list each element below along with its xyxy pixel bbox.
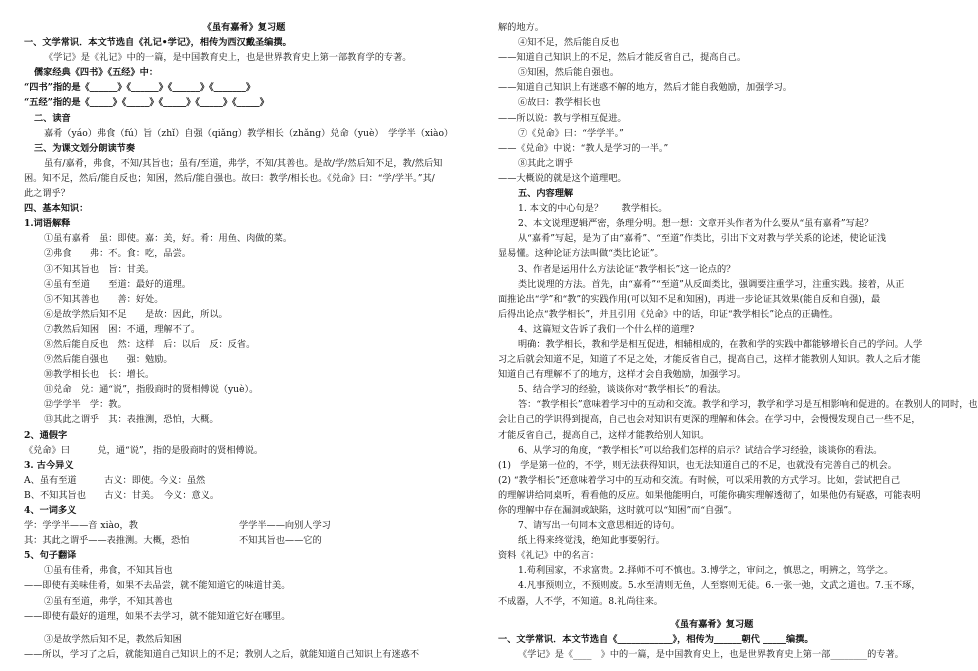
vocab-item: ⑥是故学然后知不足 是故：因此，所以。 bbox=[44, 308, 228, 320]
answer-line: 类比说理的方法。首先，由“嘉肴”“至道”从反面类比，强调要注重学习，注重实践。接着，从正 bbox=[518, 278, 905, 290]
section-5-heading: 五、内容理解 bbox=[518, 188, 574, 200]
sentence-item: ③是故学然后知不足，教然后知困 bbox=[44, 633, 182, 645]
quote-line: 4.凡事预则立，不预则废。5.水至清则无鱼，人至察则无徒。6.一张一弛，文武之道也。7.玉不琢， bbox=[518, 580, 921, 592]
answer-line: 知道自己有理解不了的地方，这样才会自我勉励，加强学习。 bbox=[498, 369, 747, 381]
vocab-item: ⑩教学相长也 长：增长。 bbox=[44, 369, 155, 381]
left-column bbox=[24, 20, 464, 662]
answer-line: 从“嘉肴”写起，是为了由“嘉肴”、“至道”作类比，引出下文对教与学关系的论述，使论证浅 bbox=[518, 233, 887, 245]
question: 4、这篇短文告诉了我们一个什么样的道理? bbox=[518, 323, 695, 335]
question: 2、本文说理逻辑严密，条理分明。想一想：文章开头作者为什么要从“虽有嘉肴”写起？ bbox=[518, 218, 874, 230]
answer-line: 纸上得来终觉浅，绝知此事要躬行。 bbox=[518, 535, 665, 547]
sentence-item: ⑥故曰：教学相长也 bbox=[518, 97, 601, 109]
quote-line: 1.苟利国家，不求富贵。2.择师不可不慎也。3.博学之，审问之，慎思之，明辨之，笃学之。 bbox=[518, 565, 894, 577]
vocab-item: ③不知其旨也 旨：甘美。 bbox=[44, 263, 155, 275]
translation: ——知道自己知识上有迷惑不解的地方，然后才能自我勉励，加强学习。 bbox=[498, 82, 792, 94]
text-line: 嘉肴（yáo）弗食（fú）旨（zhǐ）自强（qiǎng）教学相长（zhǎng）兑命（yuè） 学学半（xiào） bbox=[44, 127, 454, 139]
text-line: 儒家经典《四书》《五经》中： bbox=[34, 67, 159, 79]
subsection-heading: 1.词语解释 bbox=[24, 218, 71, 230]
vocab-item: ⑪兑命 兑：通“说”，指殷商时的贤相傅说（yuè）。 bbox=[44, 384, 259, 396]
question: 6、从学习的角度，“教学相长”可以给我们怎样的启示？试结合学习经验，谈谈你的看法。 bbox=[518, 444, 883, 456]
vocab-item: ⑤不知其善也 善：好处。 bbox=[44, 293, 164, 305]
subsection-heading: 4、一词多义 bbox=[24, 505, 77, 516]
text-line: 《学记》是《礼记》中的一篇，是中国教育史上，也是世界教育史上第一部教育学的专著。 bbox=[44, 52, 412, 64]
text-line: 《兑命》曰 兑，通“说”，指的是殷商时的贤相傅说。 bbox=[24, 444, 264, 456]
sentence-item: ④知不足，然后能自反也 bbox=[518, 37, 620, 49]
text-line: B、不知其旨也 古义：甘美。 今义：意义。 bbox=[24, 489, 220, 501]
sentence-item: ⑤知困，然后能自强也。 bbox=[518, 67, 620, 79]
text-line: 虽有/嘉肴，弗食，不知/其旨也；虽有/至道，弗学，不知/其善也。是故/学/然后知不足，教/然后知 bbox=[44, 157, 443, 169]
vocab-item: ①虽有嘉肴 虽：即使。嘉：美，好。肴：用鱼、肉做的菜。 bbox=[44, 233, 293, 245]
section-2-heading: 二、读音 bbox=[34, 112, 71, 124]
polysemy-item: 其：其此之谓乎——表推测。大概，恐怕 bbox=[24, 535, 190, 547]
section-3-heading: 三、为课文划分朗读节奏 bbox=[34, 142, 136, 154]
answer-line: 习之后就会知道不足，知道了不足之处，才能反省自己，提高自己，这样才能教别人知识。教人之后才能 bbox=[498, 354, 921, 366]
question: 3、作者是运用什么方法论证“教学相长”这一论点的？ bbox=[518, 263, 736, 275]
right-column bbox=[498, 20, 978, 662]
fill-blank-line: “四书”指的是《______》《______》《______》《_______》 bbox=[24, 82, 256, 94]
polysemy-row bbox=[24, 533, 464, 548]
translation: ——所以，学习了之后，就能知道自己知识上的不足；教别人之后，就能知道自己知识上有迷惑不 bbox=[24, 648, 420, 660]
fill-blank-line: 一、文学常识．本文节选自《____________》，相传为______朝代 _____编撰。 bbox=[498, 633, 814, 645]
subsection-heading: 2、通假字 bbox=[24, 429, 68, 441]
vocab-item: ②弗食 弗：不。食：吃，品尝。 bbox=[44, 248, 191, 260]
polysemy-item: 不知其旨也——它的 bbox=[239, 535, 322, 547]
answer-line: 答：“教学相长”意味着学习中的互动和交流。教学和学习，教学和学习是互相影响和促进的。在教别人的同时，也 bbox=[518, 399, 978, 411]
question: 7、请写出一句同本文意思相近的诗句。 bbox=[518, 520, 681, 532]
translation: ——即使有最好的道理，如果不去学习，就不能知道它好在哪里。 bbox=[24, 610, 291, 622]
subsection-heading: 5、句子翻译 bbox=[24, 550, 77, 562]
question: 5、结合学习的经验，谈谈你对“教学相长”的看法。 bbox=[518, 384, 727, 396]
text-line: 此之谓乎？ bbox=[24, 188, 70, 200]
sentence-item: ①虽有佳肴，弗食，不知其旨也 bbox=[44, 565, 173, 577]
answer-line: 会让自己的学识得到提高，自己也会对知识有更深的理解和体会。在学习中，会慢慢发现自己一些不足， bbox=[498, 414, 921, 426]
sentence-item: ⑧其此之谓乎 bbox=[518, 157, 574, 169]
translation: ——所以说：教与学相互促进。 bbox=[498, 112, 627, 124]
text-line: A、虽有至道 古义：即使。今义：虽然 bbox=[24, 474, 206, 486]
text-line: 解的地方。 bbox=[498, 22, 544, 33]
answer-line: 面推论出“学”和“教”的实践作用(可以知不足和知困)，再进一步论证其效果(能自反和自强)，最 bbox=[498, 293, 881, 305]
answer-line: 明确：教学相长，教和学是相互促进，相辅相成的，在教和学的实践中都能够增长自己的学问。人学 bbox=[518, 338, 923, 350]
fill-blank-line: 《学记》是《____ 》中的一篇，是中国教育史上，也是世界教育史上第一部________的专著。 bbox=[518, 648, 904, 660]
vocab-item: ④虽有至道 至道：最好的道理。 bbox=[44, 278, 191, 290]
vocab-item: ⑨然后能自强也 强：勉励。 bbox=[44, 354, 173, 366]
section-1-heading: 一、文学常识．本文节选自《礼记•学记》，相传为西汉戴圣编撰。 bbox=[24, 37, 292, 49]
second-title: 《虽有嘉肴》复习题 bbox=[670, 618, 754, 630]
fill-blank-line: “五经”指的是《_____》《_____》《_____》《_____》《_____》 bbox=[24, 97, 269, 109]
vocab-item: ⑬其此之谓乎 其：表推测，恐怕，大概。 bbox=[44, 414, 219, 426]
vocab-item: ⑫学学半 学：教。 bbox=[44, 399, 127, 411]
quote-line: 不成器，人不学，不知道。8.礼尚往来。 bbox=[498, 595, 663, 607]
sentence-item: ⑦《兑命》曰：“学学半。” bbox=[518, 127, 624, 139]
answer-line: 你的理解中存在漏洞或缺陷，这时就可以“知困”而“自强”。 bbox=[498, 505, 738, 516]
question: 1. 本文的中心句是？ 教学相长。 bbox=[518, 203, 668, 215]
answer-line: (2) “教学相长”还意味着学习中的互动和交流。有时候，可以采用教的方式学习。比如，尝试把自己 bbox=[498, 474, 901, 486]
answer-line: 后得出论点“教学相长”，并且引用《兑命》中的话，印证“教学相长”论点的正确性。 bbox=[498, 308, 839, 320]
page-title: 《虽有嘉肴》复习题 bbox=[202, 22, 286, 33]
section-4-heading: 四、基本知识： bbox=[24, 203, 89, 215]
translation: ——即使有美味佳肴，如果不去品尝，就不能知道它的味道甘美。 bbox=[24, 580, 291, 592]
text-line: 困。知不足，然后/能自反也；知困，然后/能自强也。故曰：教学/相长也。《兑命》曰：“学/学半。”其/ bbox=[24, 172, 435, 184]
vocab-item: ⑧然后能自反也 然：这样 后：以后 反：反省。 bbox=[44, 338, 256, 350]
answer-line: 的理解讲给同桌听，看看他的反应。如果他能明白，可能你确实理解透彻了，如果他仍有疑惑，可能表明 bbox=[498, 489, 921, 501]
polysemy-item: 学学半——向别人学习 bbox=[239, 520, 331, 532]
answer-line: 显易懂。这种论证方法叫做“类比论证”。 bbox=[498, 248, 664, 260]
polysemy-row bbox=[24, 518, 464, 533]
translation: ——知道自己知识上的不足，然后才能反省自己，提高自己。 bbox=[498, 52, 747, 64]
sentence-item: ②虽有至道，弗学，不知其善也 bbox=[44, 595, 173, 607]
reference-heading: 资料《礼记》中的名言： bbox=[498, 550, 600, 562]
translation: ——大概说的就是这个道理吧。 bbox=[498, 172, 627, 184]
answer-line: (1) 学是第一位的，不学，则无法获得知识，也无法知道自己的不足，也就没有完善自己的机会。 bbox=[498, 459, 897, 471]
answer-line: 才能反省自己，提高自己，这样才能教给别人知识。 bbox=[498, 429, 710, 441]
subsection-heading: 3. 古今异义 bbox=[24, 459, 74, 471]
vocab-item: ⑦教然后知困 困：不通，理解不了。 bbox=[44, 323, 201, 335]
translation: ——《兑命》中说：“教人是学习的一半。” bbox=[498, 142, 669, 154]
polysemy-item: 学：学学半——音 xiào，教 bbox=[24, 520, 138, 532]
